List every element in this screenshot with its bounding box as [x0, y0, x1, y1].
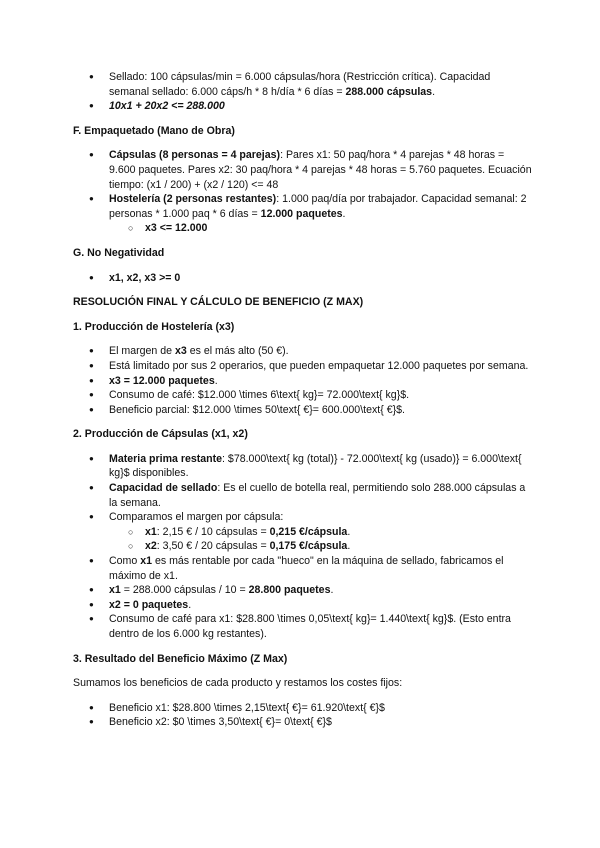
bullet-list-hosteleria	[73, 344, 533, 417]
bullet-list-capsulas	[73, 452, 533, 642]
paragraph: Sumamos los beneficios de cada producto y restamos los costes fijos:	[73, 677, 403, 690]
section-heading-g: G. No Negatividad	[73, 246, 165, 259]
document-page	[73, 70, 533, 730]
list-item: ● x3 = 12.000 paquetes.	[73, 374, 533, 389]
subsection-heading-1: 1. Producción de Hostelería (x3)	[73, 320, 235, 333]
list-item: ● Está limitado por sus 2 operarios, que pueden empaquetar 12.000 paquetes por semana.	[73, 359, 533, 374]
list-item: ● x2 = 0 paquetes.	[73, 598, 533, 613]
section-heading-f: F. Empaquetado (Mano de Obra)	[73, 124, 235, 137]
list-item: ● El margen de x3 es el más alto (50 €).	[73, 344, 533, 359]
sub-list-item: ○ x3 <= 12.000	[73, 221, 533, 236]
list-item: ● Cápsulas (8 personas = 4 parejas): Pares x1: 50 paq/hora * 4 parejas * 48 horas = 9.600 paquetes. Pares x2: 30 paq/hora * 4 parejas * 48 horas = 5.760 paquetes. Ecuación tiempo: (x1 / 200) + (x2 / 120) <= 48	[73, 148, 533, 192]
list-item: ● Consumo de café: $12.000 \times 6\text{ kg}= 72.000\text{ kg}$.	[73, 388, 533, 403]
sub-list-item: ○ x2: 3,50 € / 20 cápsulas = 0,175 €/cápsula.	[73, 539, 533, 554]
sub-list-item: ○ x1: 2,15 € / 10 cápsulas = 0,215 €/cápsula.	[73, 525, 533, 540]
list-item: ● Como x1 es más rentable por cada "hueco" en la máquina de sellado, fabricamos el máximo de x1.	[73, 554, 533, 583]
list-item: ● Capacidad de sellado: Es el cuello de botella real, permitiendo solo 288.000 cápsulas a la semana.	[73, 481, 533, 510]
list-item: ● Materia prima restante: $78.000\text{ kg (total)} - 72.000\text{ kg (usado)} = 6.000\text{ kg}$ disponibles.	[73, 452, 533, 481]
section-heading-resolucion: RESOLUCIÓN FINAL Y CÁLCULO DE BENEFICIO (Z MAX)	[73, 296, 364, 309]
list-item: ● Sellado: 100 cápsulas/min = 6.000 cápsulas/hora (Restricción crítica). Capacidad semanal sellado: 6.000 cáps/h * 8 h/día * 6 días = 288.000 cápsulas.	[73, 70, 533, 99]
list-item: ● x1 = 288.000 cápsulas / 10 = 28.800 paquetes.	[73, 583, 533, 598]
bullet-list-beneficio	[73, 701, 533, 730]
subsection-heading-3: 3. Resultado del Beneficio Máximo (Z Max)	[73, 652, 288, 665]
bullet-list-no-negatividad	[73, 271, 533, 286]
list-item: ● Beneficio x1: $28.800 \times 2,15\text{ €}= 61.920\text{ €}$	[73, 701, 533, 716]
bullet-list-sellado	[73, 70, 533, 114]
list-item: ● Beneficio x2: $0 \times 3,50\text{ €}= 0\text{ €}$	[73, 715, 533, 730]
list-item: ● Consumo de café para x1: $28.800 \times 0,05\text{ kg}= 1.440\text{ kg}$. (Esto entra dentro de los 6.000 kg restantes).	[73, 612, 533, 641]
bullet-list-empaquetado	[73, 148, 533, 236]
subsection-heading-2: 2. Producción de Cápsulas (x1, x2)	[73, 428, 248, 441]
list-item: ● x1, x2, x3 >= 0	[73, 271, 533, 286]
list-item: ● Comparamos el margen por cápsula:	[73, 510, 533, 525]
list-item: ● 10x1 + 20x2 <= 288.000	[73, 99, 533, 114]
list-item: ● Hostelería (2 personas restantes): 1.000 paq/día por trabajador. Capacidad semanal: 2 personas * 1.000 paq * 6 días = 12.000 paquetes.	[73, 192, 533, 221]
list-item: ● Beneficio parcial: $12.000 \times 50\text{ €}= 600.000\text{ €}$.	[73, 403, 533, 418]
